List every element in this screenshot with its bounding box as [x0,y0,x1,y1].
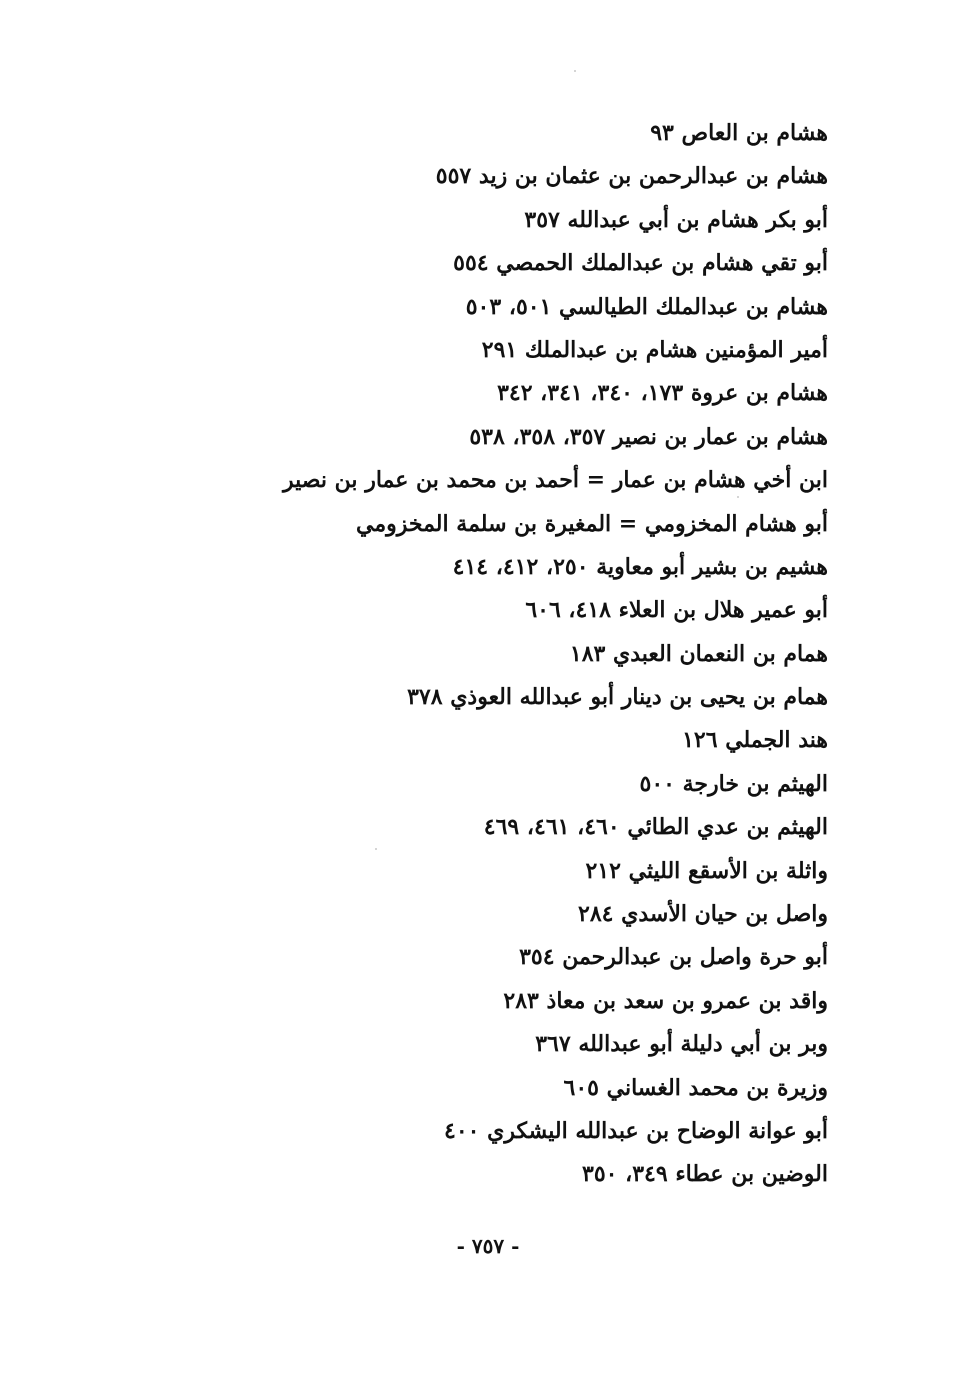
index-entry: وزيرة بن محمد الغساني ٦٠٥ [563,1074,828,1101]
index-entry: هشام بن عمار بن نصير ٣٥٧، ٣٥٨، ٥٣٨ [469,423,828,450]
index-entry: واقد بن عمرو بن سعد بن معاذ ٢٨٣ [503,987,828,1014]
index-entry: هشام بن عروة ١٧٣، ٣٤٠، ٣٤١، ٣٤٢ [497,380,828,407]
index-entry: هشيم بن بشير أبو معاوية ٢٥٠، ٤١٢، ٤١٤ [452,553,828,580]
index-entry: أبو تقي هشام بن عبدالملك الحمصي ٥٥٤ [453,250,828,277]
index-entry: همام بن يحيى بن دينار أبو عبدالله العوذي ٣٧٨ [407,684,828,711]
index-entry: الهيثم بن عدي الطائي ٤٦٠، ٤٦١، ٤٦٩ [483,814,828,841]
index-entry: الوضين بن عطاء ٣٤٩، ٣٥٠ [582,1161,828,1188]
page-number: - ٧٥٧ - [456,1234,520,1258]
name-index-list [128,112,828,1197]
index-entry: أبو عمير هلال بن العلاء ٤١٨، ٦٠٦ [525,597,828,624]
index-entry: هشام بن عبدالملك الطيالسي ٥٠١، ٥٠٣ [465,293,828,320]
index-entry: أبو بكر هشام بن أبي عبدالله ٣٥٧ [524,206,828,233]
index-entry: هند الجملي ١٢٦ [682,727,828,754]
index-entry: هشام بن العاص ٩٣ [650,120,828,146]
index-entry: أمير المؤمنين هشام بن عبدالملك ٢٩١ [481,336,828,363]
index-entry: واصل بن حيان الأسدي ٢٨٤ [578,901,828,928]
index-entry: أبو هشام المخزومي = المغيرة بن سلمة المخزومي [356,510,828,537]
index-entry: هشام بن عبدالرحمن بن عثمان بن زيد ٥٥٧ [435,163,828,190]
scan-speck [574,70,576,72]
index-entry: وبر بن أبي دليلة أبو عبدالله ٣٦٧ [535,1031,828,1058]
index-entry: واثلة بن الأسقع الليثي ٢١٢ [585,857,828,884]
index-entry: همام بن النعمان العبدي ١٨٣ [569,640,828,667]
index-entry: الهيثم بن خارجة ٥٠٠ [639,770,828,797]
index-entry: أبو حرة واصل بن عبدالرحمن ٣٥٤ [519,944,828,971]
index-entry: أبو عوانة الوضاح بن عبدالله اليشكري ٤٠٠ [444,1117,828,1144]
index-entry: ابن أخي هشام بن عمار = أحمد بن محمد بن عمار بن نصير [283,467,828,494]
